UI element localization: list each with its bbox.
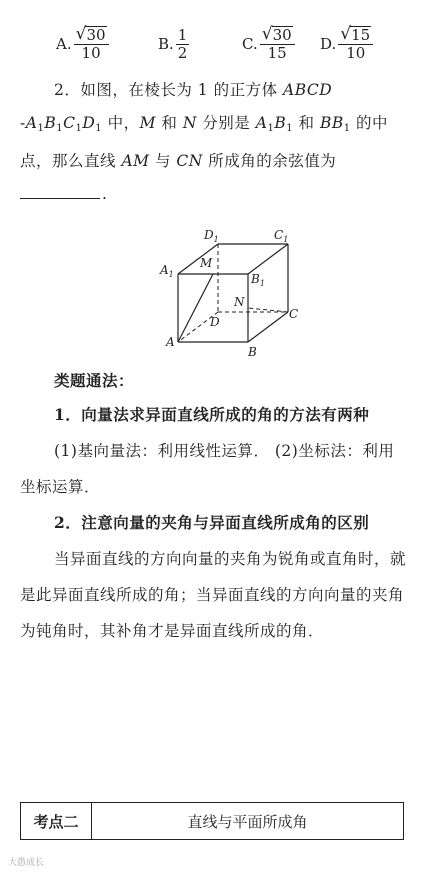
- line-am: [178, 274, 213, 342]
- problem-2-line-2: $-A_1B_1C_1D_1$ 中，M 和 N 分别是 $A_1B_1$ 和 $BB_1$ 的中: [20, 114, 389, 134]
- method-point-1-detail: (1)基向量法：利用线性运算． (2)坐标法：利用坐标运算．: [20, 442, 395, 496]
- answer-blank: [20, 180, 100, 199]
- choice-b-fraction: [176, 27, 190, 61]
- choice-a-fraction: √ 30 10: [74, 26, 109, 62]
- method-point-2: 2．注意向量的夹角与异面直线所成角的区别: [54, 513, 370, 532]
- line-cn-hidden: [248, 308, 288, 312]
- method-title: 类题通法：: [54, 371, 135, 390]
- problem-2-line-4: .: [20, 178, 410, 211]
- choice-d: [320, 18, 373, 70]
- label-d1: $D_1$: [204, 228, 219, 244]
- label-d: D: [210, 315, 220, 329]
- choice-b-numerator: 1: [177, 26, 188, 44]
- edge-c1b1: [248, 244, 288, 274]
- label-b1: $B_1$: [251, 272, 265, 288]
- edge-cb: [248, 312, 288, 342]
- problem-2-line-3: 点，那么直线 AM 与 CN 所成角的余弦值为: [20, 152, 337, 170]
- label-n: N: [234, 295, 245, 309]
- choice-a-letter: A.: [56, 35, 72, 53]
- choice-c-radicand: 30: [272, 26, 292, 45]
- choice-d-denominator: 10: [346, 44, 366, 63]
- label-a1: $A_1$: [160, 263, 174, 279]
- choice-c: [242, 18, 295, 70]
- watermark: 大愚成长: [8, 858, 45, 868]
- choice-b-letter: B.: [158, 35, 174, 53]
- choice-c-letter: C.: [242, 35, 258, 53]
- choice-c-fraction: √ 30 15: [260, 26, 295, 62]
- choice-a-denominator: 10: [81, 44, 101, 63]
- choice-b: [158, 18, 189, 70]
- choice-a-radicand: 30: [86, 26, 106, 45]
- table-content-cell: 直线与平面所成角: [187, 812, 308, 831]
- label-c1: $C_1$: [274, 228, 289, 244]
- problem-2: [20, 74, 410, 211]
- choice-b-denominator: 2: [177, 43, 188, 62]
- choice-a: [56, 18, 109, 70]
- method-section: [20, 364, 410, 649]
- label-c: C: [289, 307, 299, 321]
- choice-c-denominator: 15: [267, 44, 287, 63]
- section-header-table: [20, 802, 404, 840]
- table-label-cell: 考点二: [21, 803, 92, 839]
- label-m: M: [200, 256, 213, 270]
- choice-d-letter: D.: [320, 35, 337, 53]
- label-a: A: [166, 335, 175, 349]
- problem-2-line-1: 2．如图，在棱长为 1 的正方体 ABCD: [54, 81, 333, 99]
- choice-d-radicand: 15: [351, 26, 371, 45]
- cube-figure: [150, 222, 310, 362]
- method-point-1: 1．向量法求异面直线所成的角的方法有两种: [54, 405, 370, 424]
- answer-choices: [56, 18, 416, 70]
- choice-d-fraction: √ 15 10: [338, 26, 373, 62]
- label-b: B: [248, 345, 257, 359]
- method-point-2-detail: 当异面直线的方向向量的夹角为锐角或直角时，就是此异面直线所成的角；当异面直线的方向向量的夹角为钝角时，其补角才是异面直线所成的角．: [20, 550, 407, 640]
